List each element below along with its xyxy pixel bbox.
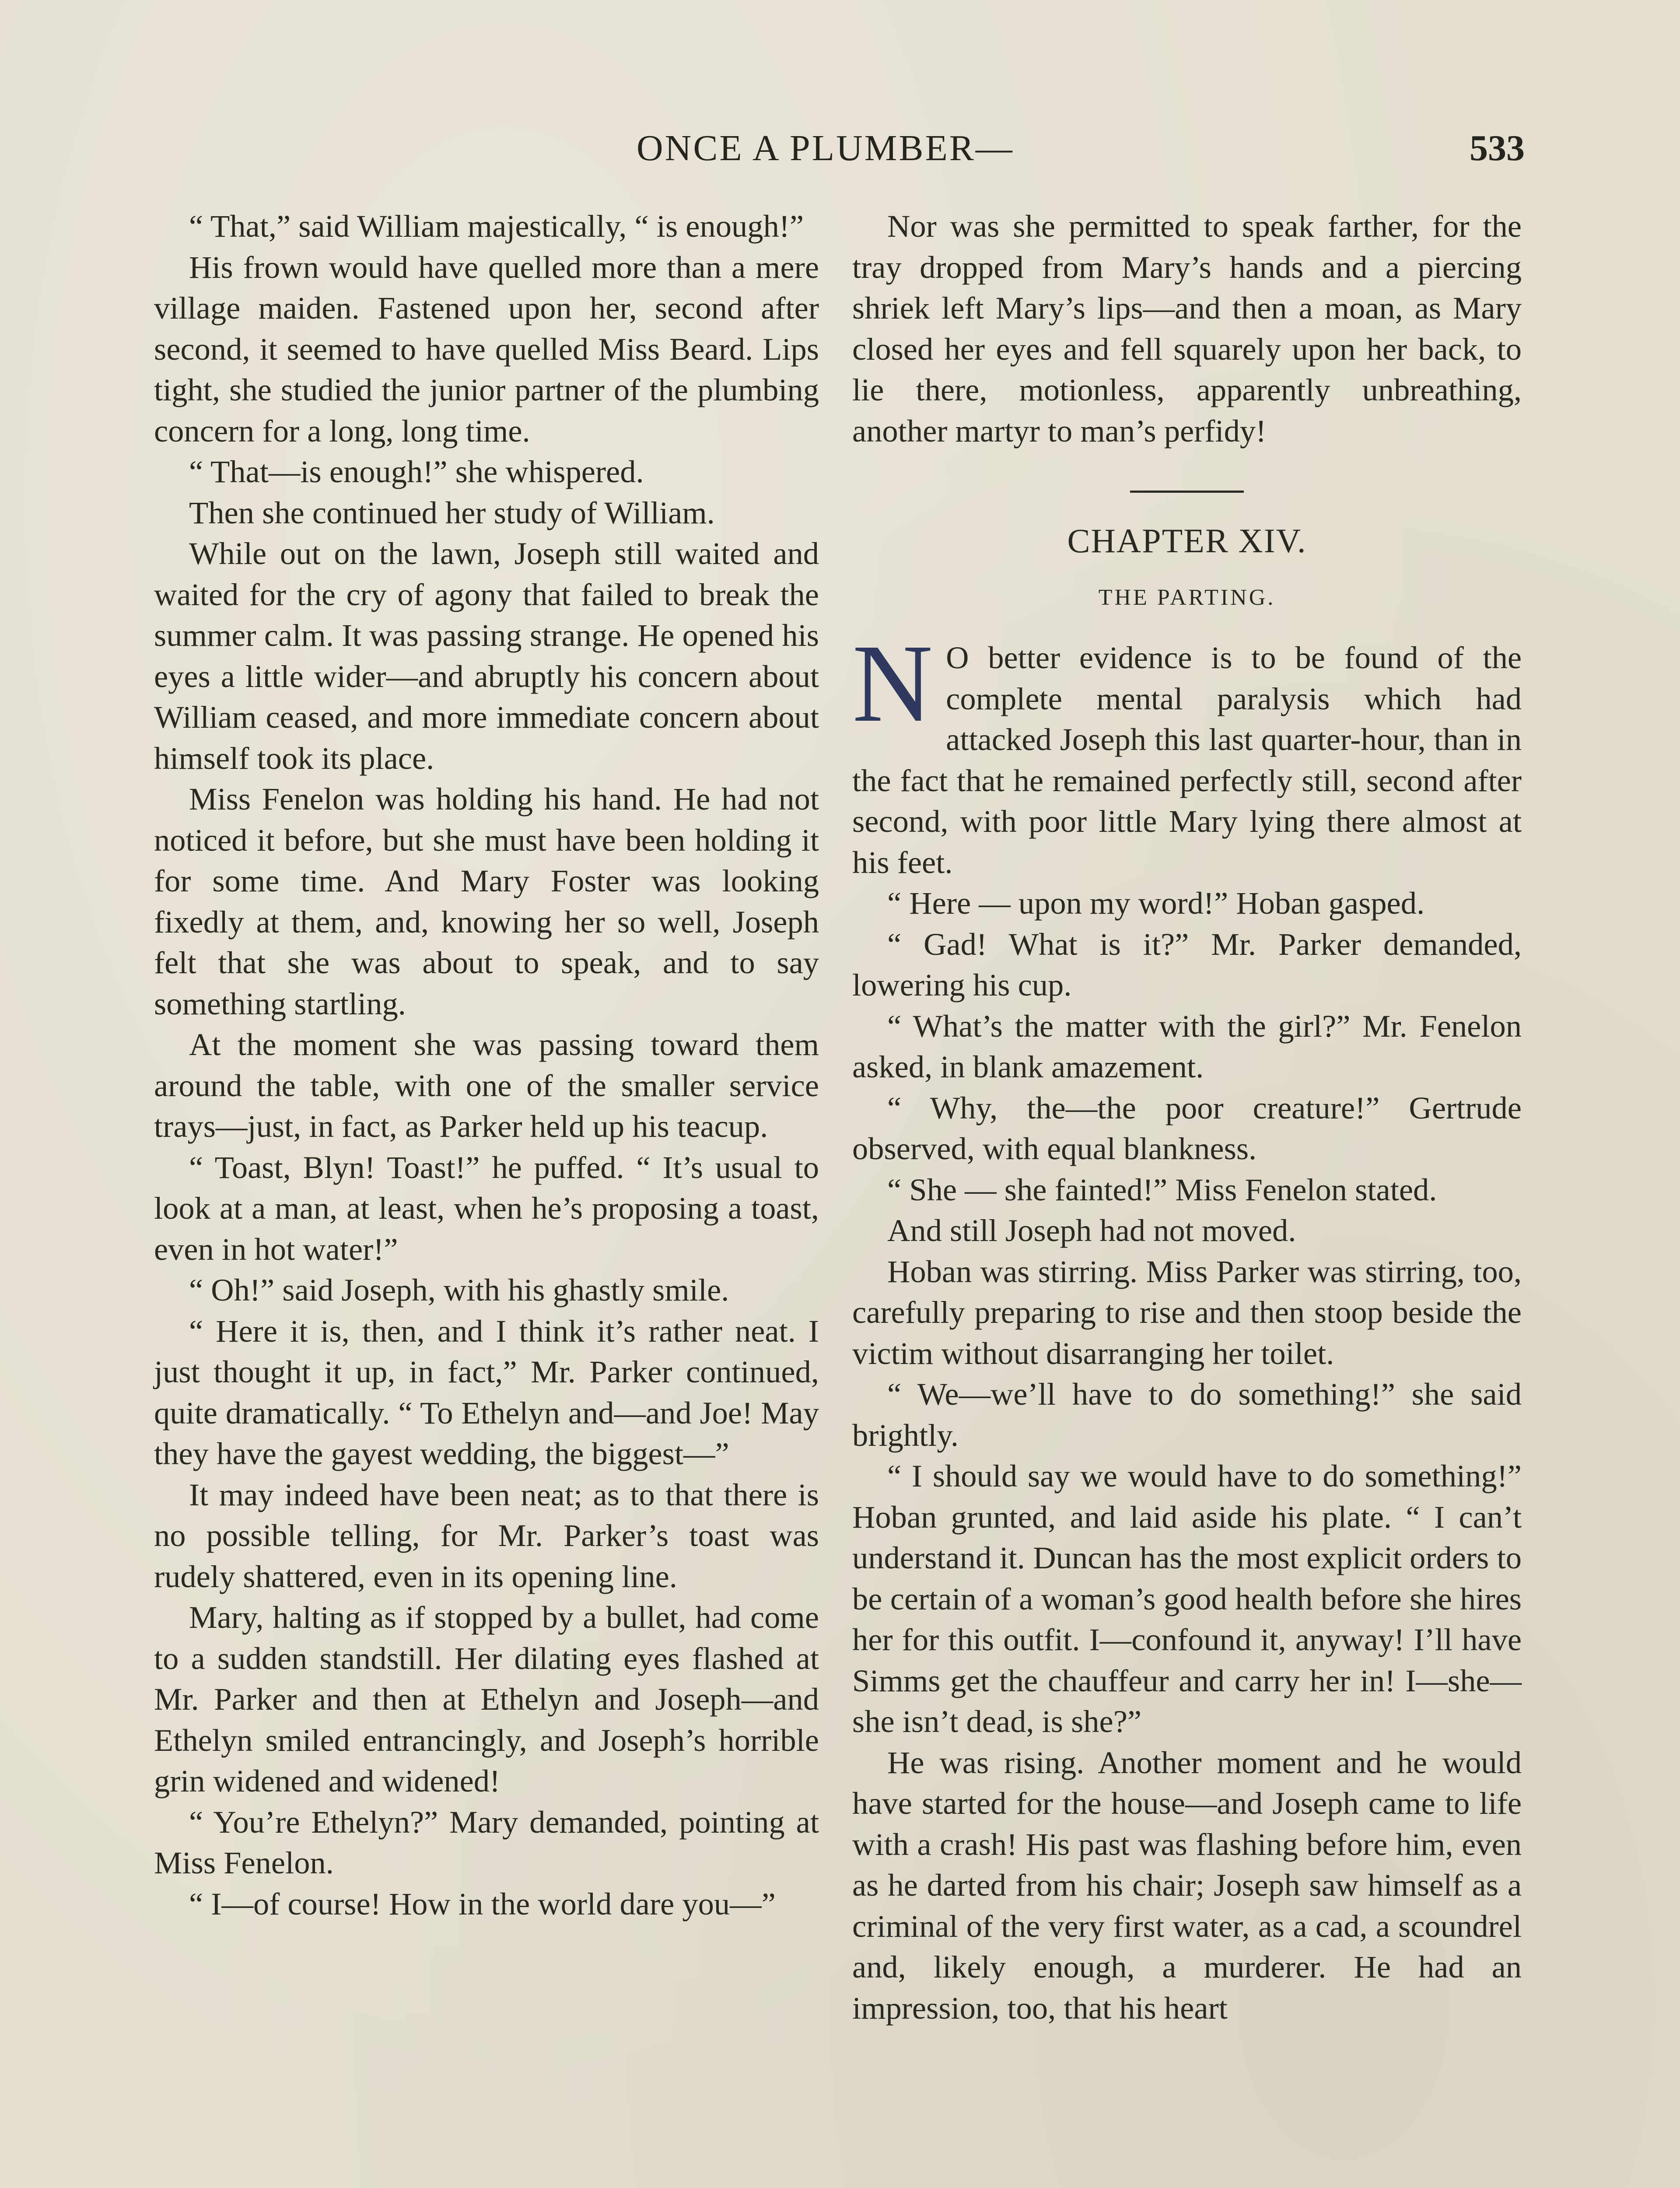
opening-paragraph-text: O better evidence is to be found of the complete mental paralysis which had attacked Joseph this last quarter-hour, than in the fact that he remained perfectly still, second after second, with poor little Mary lying there almost at his feet.: [852, 640, 1522, 880]
paragraph: His frown would have quelled more than a mere village maiden. Fastened upon her, second after second, it seemed to have quelled Miss Beard. Lips tight, she studied the junior partner of the plumbing concern for a long, long time.: [154, 249, 819, 449]
running-title: ONCE A PLUMBER—: [637, 128, 1014, 168]
paragraph: “ What’s the matter with the girl?” Mr. Fenelon asked, in blank amazement.: [852, 1008, 1522, 1084]
paragraph: “ I should say we would have to do something!” Hoban grunted, and laid aside his plate. “ I can’t understand it. Duncan has the most explicit orders to be certain of a woman’s good health before she hires her for this outfit. I—confound it, anyway! I’ll have Simms get the chauffeur and carry her in! I—she—she isn’t dead, is she?”: [852, 1458, 1522, 1739]
paragraph: “ We—we’ll have to do something!” she said brightly.: [852, 1376, 1522, 1453]
chapter-title: CHAPTER XIV.: [1067, 522, 1307, 560]
paragraph: “ Toast, Blyn! Toast!” he puffed. “ It’s usual to look at a man, at least, when he’s proposing a toast, even in hot water!”: [154, 1149, 819, 1267]
paragraph: “ She — she fainted!” Miss Fenelon stated.: [887, 1171, 1437, 1207]
paragraph: “ Gad! What is it?” Mr. Parker demanded, lowering his cup.: [852, 926, 1522, 1003]
paragraph: Then she continued her study of William.: [189, 494, 715, 530]
paragraph: “ Here — upon my word!” Hoban gasped.: [887, 885, 1425, 921]
paragraph: “ That—is enough!” she whispered.: [189, 454, 644, 489]
paragraph: It may indeed have been neat; as to that there is no possible telling, for Mr. Parker’s toast was rudely shattered, even in its opening line.: [154, 1476, 819, 1594]
page-number: 533: [1470, 128, 1525, 168]
paragraph: While out on the lawn, Joseph still waited and waited for the cry of agony that failed to break the summer calm. It was passing strange. He opened his eyes a little wider—and abruptly his concern about William ceased, and more immediate concern about himself took its place.: [154, 536, 819, 776]
paragraph: At the moment she was passing toward them around the table, with one of the smaller service trays—just, in fact, as Parker held up his teacup.: [154, 1027, 819, 1144]
chapter-subtitle: THE PARTING.: [1098, 585, 1276, 610]
paragraph: “ I—of course! How in the world dare you—”: [189, 1886, 776, 1922]
left-column: [154, 206, 819, 1924]
drop-cap: N: [852, 622, 933, 745]
paragraph: “ Why, the—the poor creature!” Gertrude observed, with equal blankness.: [852, 1090, 1522, 1166]
paragraph: He was rising. Another moment and he would have started for the house—and Joseph came to life with a crash! His past was flashing before him, even as he darted from his chair; Joseph saw himself as a criminal of the very first water, as a cad, a scoundrel and, likely enough, a murderer. He had an impression, too, that his heart: [852, 1744, 1522, 2026]
paragraph: And still Joseph had not moved.: [887, 1213, 1296, 1248]
section-divider: [1130, 491, 1244, 493]
paragraph: Nor was she permitted to speak farther, for the tray dropped from Mary’s hands and a piercing shriek left Mary’s lips—and then a moan, as Mary closed her eyes and fell squarely upon her back, to lie there, motionless, apparently unbreathing, another martyr to man’s perfidy!: [852, 208, 1522, 449]
right-column: [852, 206, 1522, 2028]
paragraph: Miss Fenelon was holding his hand. He had not noticed it before, but she must have been holding it for some time. And Mary Foster was looking fixedly at them, and, knowing her so well, Joseph felt that she was about to speak, and to say something startling.: [154, 781, 819, 1021]
opening-paragraph: [852, 622, 1522, 883]
paragraph: “ You’re Ethelyn?” Mary demanded, pointing at Miss Fenelon.: [154, 1804, 819, 1880]
paragraph: Mary, halting as if stopped by a bullet, had come to a sudden standstill. Her dilating eyes flashed at Mr. Parker and then at Ethelyn and Joseph—and Ethelyn smiled entrancingly, and Joseph’s horrible grin widened and widened!: [154, 1599, 819, 1799]
paragraph: “ Here it is, then, and I think it’s rather neat. I just thought it up, in fact,” Mr. Parker continued, quite dramatically. “ To Ethelyn and—and Joe! May they have the gayest wedding, the biggest—”: [154, 1313, 819, 1471]
paragraph: Hoban was stirring. Miss Parker was stirring, too, carefully preparing to rise and then stoop beside the victim without disarranging her toilet.: [852, 1253, 1522, 1371]
paragraph: “ Oh!” said Joseph, with his ghastly smile.: [189, 1272, 729, 1308]
paragraph: “ That,” said William majestically, “ is enough!”: [189, 208, 804, 244]
